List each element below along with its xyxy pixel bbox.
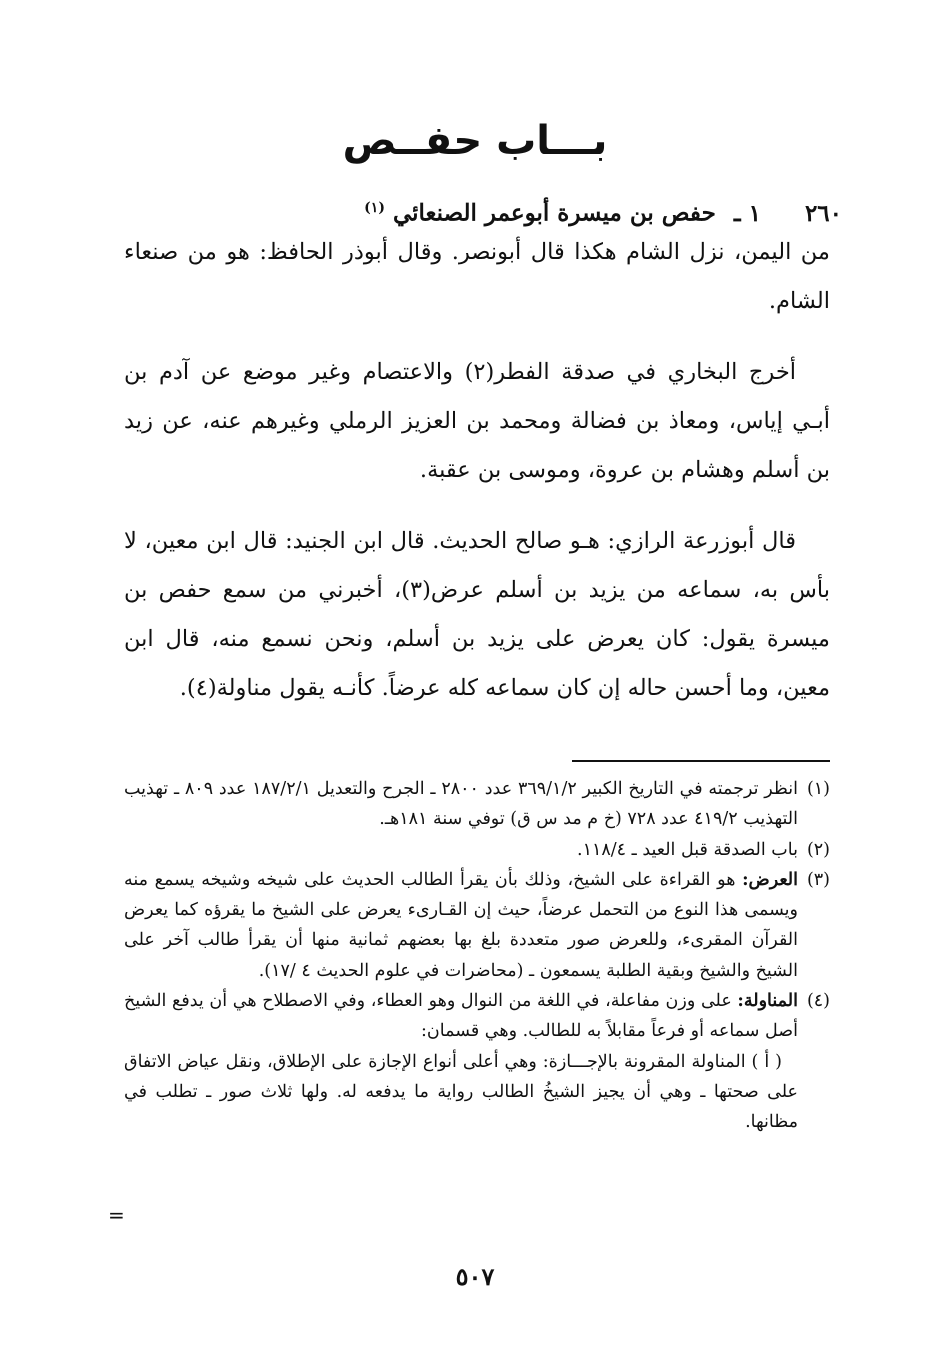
footnote-mark: (٤): [806, 991, 830, 1012]
page-number: ٥٠٧: [455, 1262, 495, 1291]
footnote-text: باب الصدقة قبل العيد ـ ١١٨/٤.: [576, 839, 798, 860]
footnote: [124, 986, 830, 1137]
paragraph: أخرج البخاري في صدقة الفطر(٢) والاعتصام وغير موضع عن آدم بن أبـي إياس، ومعاذ بن فضالة ومحمد بن العزيز الرملي وغيرهم عنه، عن زيد بن أسلم وهشام بن عروة، وموسى بن عقبة.: [124, 359, 830, 483]
footnote-mark: (٢): [806, 839, 830, 860]
entry-note-ref: (١): [364, 200, 385, 216]
footnote-text: انظر ترجمته في التاريخ الكبير ٣٦٩/١/٢ عدد ٢٨٠٠ ـ الجرح والتعديل ١٨٧/٢/١ عدد ٨٠٩ ـ تهذيب التهذيب ٤١٩/٢ عدد ٧٢٨ (خ م مد س ق) توفي سنة ١٨١هـ.: [124, 779, 799, 830]
entry-name: حفص بن ميسرة أبوعمر الصنعائي: [392, 199, 716, 227]
footnote-text: على وزن مفاعلة، في اللغة من النوال وهو العطاء، وفي الاصطلاح هي أن يدفع الشيخ أصل سماعه أو فرعاً مقابلاً به للطالب. وهي قسمان:: [124, 991, 798, 1042]
paragraph: من اليمن، نزل الشام هكذا قال أبونصر. وقال أبوذر الحافظ: هو من صنعاء الشام.: [124, 239, 830, 314]
entry-number: ٢٦٠: [804, 199, 842, 227]
main-text: [124, 228, 830, 713]
footnote-mark: (١): [806, 779, 830, 799]
footnote-text: هو القراءة على الشيخ، وذلك بأن يقرأ الطالب الحديث على شيخه وشيخه يسمع منه ويسمى هذا النوع من التحمل عرضاً، حيث إن القـارىء يعرض على الشيخ ما يقرؤه كما يعرض القرآن المقرىء، وللعرض صور متعددة بلغ بها بعضهم ثمانية منها أن يقرأ طالب آخر على الشيخ والشيخ وبقية الطلبة يسمعون ـ (محاضرات في علوم الحديث ٤ /١٧).: [124, 869, 798, 981]
footnote-term: العرض:: [742, 869, 798, 890]
continuation-mark: =: [108, 1203, 125, 1227]
footnote: [124, 865, 830, 986]
footnote-divider: [572, 760, 830, 762]
footnotes: [124, 774, 830, 1138]
footnote-mark: (٣): [806, 869, 830, 890]
paragraph: قال أبوزرعة الرازي: هـو صالح الحديث. قال ابن الجنيد: قال ابن معين، لا بأس به، سماعه من يزيد بن أسلم عرض(٣)، أخبرني من سمع حفص بن ميسرة يقول: كان يعرض على يزيد بن أسلم، ونحن نسمع منه، قال ابن معين، وما أحسن حاله إن كان سماعه كله عرضاً. كأنـه يقول مناولة(٤).: [124, 528, 830, 701]
entry-sub-number: ١ ـ: [733, 199, 761, 227]
footnote-term: المناولة:: [737, 991, 798, 1012]
footnote: [124, 835, 830, 865]
chapter-title: بـــاب حفــص: [342, 118, 608, 164]
footnote: [124, 774, 830, 835]
footnote-subsection: ( أ ) المناولة المقرونة بالإجـــازة: وهي أعلى أنواع الإجازة على الإطلاق، ونقل عياض الاتفاق على صحتها ـ وهي أن يجيز الشيخُ الطالب رواية ما يدفعه له. ولها ثلاث صور ـ تطلب في مظانها.: [124, 1051, 798, 1133]
